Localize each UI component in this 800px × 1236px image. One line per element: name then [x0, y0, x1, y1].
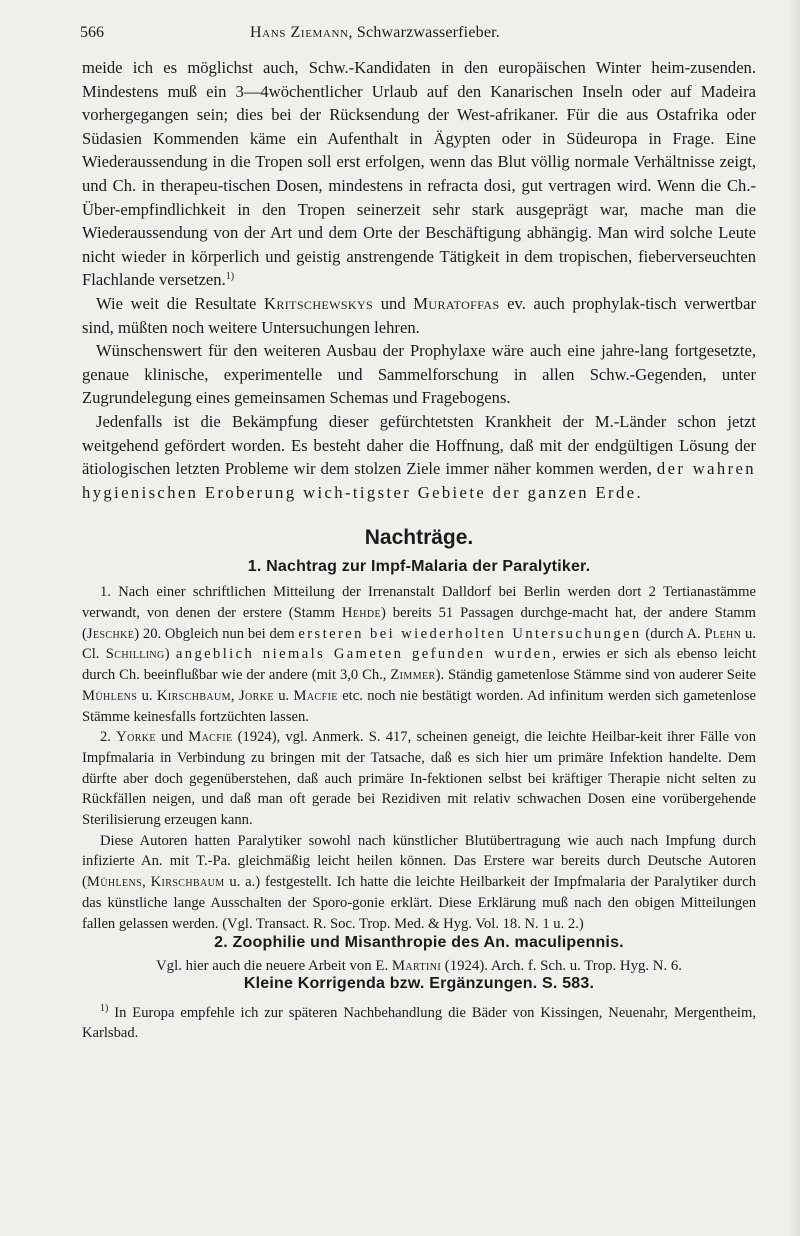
s1p3-a: Diese Autoren hatten Paralytiker sowohl nach künstlicher Blutübertragung wie auch nach Impfung durch infizierte An. mit T.-Pa. gleichmäßig leicht heilen können. Das Erstere war bereits durch Deutsche Autoren ( [82, 832, 756, 891]
author-name-muratoffa: Muratoffas [413, 293, 500, 313]
section-1-paragraph-3 [82, 831, 756, 935]
name-macfie-2: Macfie [188, 729, 233, 746]
paragraph-4 [82, 410, 756, 504]
footnote [82, 1003, 756, 1043]
paragraph-1 [82, 56, 756, 292]
page-edge-shadow [788, 0, 800, 1236]
p2-text-a: Wie weit die Resultate [96, 293, 264, 313]
s1p1-j: , [230, 687, 239, 704]
section-1-paragraph-2 [82, 727, 756, 831]
s1p1-f: ) [164, 646, 176, 663]
name-hehde: Hehde [341, 604, 382, 621]
p4-text-end: . [636, 482, 641, 502]
paragraph-2 [82, 292, 756, 339]
main-text [82, 56, 756, 504]
s1p3-c: u. a.) festgestellt. Ich hatte die leichte Heilbarkeit der Impfmalaria der Paralytiker durch das künstliche lange Ausschalten der Sporo-gonie erklärt. Diese Erklärung muß nach den obigen Mitteilungen fallen gelassen werden. (Vgl. Transact. R. Soc. Trop. Med. & Hyg. Vol. 18. N. 1 u. 2.) [82, 874, 757, 932]
paragraph-3 [82, 339, 756, 410]
running-head-title: , Schwarzwasserfieber. [348, 24, 500, 41]
s1p2-a: 2. [100, 729, 117, 746]
page-number: 566 [80, 24, 104, 41]
s1p1-c: ) 20. Obgleich nun bei dem [134, 625, 299, 642]
subheading-1: 1. Nachtrag zur Impf-Malaria der Paralytiker. [247, 558, 591, 576]
p2-text-c: ev. auch prophylak-tisch verwertbar sind, müßten noch weitere Untersuchungen lehren. [82, 293, 756, 337]
name-plehn: Plehn [704, 625, 742, 642]
p4-spaced-emphasis: der wahren hygienischen Eroberung wich-tigster Gebiete der ganzen Erde [82, 459, 756, 502]
subheading-3: Kleine Korrigenda bzw. Ergänzungen. S. 583. [243, 975, 595, 993]
p4-text-a: Jedenfalls ist die Bekämpfung dieser gefürchtetsten Krankheit der M.-Länder schon jetzt weitgehend gefördert worden. Es besteht daher die Hoffnung, daß mit der endgültigen Lösung der ätiologischen letzten Probleme wir dem stolzen Ziele immer näher kommen werden, [82, 411, 756, 479]
s1p1-b: ) bereits 51 Passagen durchge-macht hat, der andere Stamm ( [82, 604, 756, 642]
footnote-text: In Europa empfehle ich zur späteren Nachbehandlung die Bäder von Kissingen, Neuenahr, Mergentheim, Karlsbad. [82, 1005, 756, 1042]
s1p1-k: u. [273, 687, 294, 704]
section-2-text [82, 958, 756, 975]
footnote-reference [226, 271, 234, 282]
name-martini: Martini [391, 958, 442, 975]
footnote-ref-paren: ) [230, 271, 235, 283]
s1p1-l: etc. noch nie bestätigt worden. Ad infinitum werden sich gametenlose Stämme keinesfalls fortzüchten lassen. [82, 687, 756, 725]
s1p2-c: (1924), vgl. Anmerk. S. 417, scheinen geneigt, die leichte Heilbar-keit ihrer Fälle von Impfmalaria in Verbindung zu bringen mit der Tatsache, daß es sich hier um primäre Infektion handelte. Dem dürfte aber doch gegenüberstehen, daß auch primäre In-fektionen selbst bei kräftiger Therapie nicht selten zu Rückfällen neigen, und daß man oft gerade bei Rezidiven mit relativ schwachen Dosen eine vorübergehende Sterilisierung erzeugen kann. [82, 729, 757, 829]
footnote-ref-number: 1 [225, 271, 231, 283]
s2-a: Vgl. hier auch die neuere Arbeit von E. [156, 958, 392, 975]
s1p1-e: u. Cl. [82, 625, 756, 663]
subheading-2: 2. Zoophilie und Misanthropie des An. maculipennis. [214, 934, 624, 952]
s1p1-h: ). Ständig gametenlose Stämme sind von auderer Seite [435, 667, 756, 684]
running-head-author: Hans Ziemann [250, 24, 349, 41]
running-head [250, 24, 500, 42]
section-heading-nachtraege: Nachträge. [364, 526, 474, 550]
s1p1-i: u. [137, 687, 157, 704]
name-jeschke: Jeschke [86, 625, 135, 642]
s2-b: (1924). Arch. f. Sch. u. Trop. Hyg. N. 6. [441, 958, 682, 975]
author-name-kritschewsky: Kritschewskys [263, 293, 374, 313]
s1p3-b: , [142, 874, 151, 891]
s1p2-b: und [155, 729, 189, 746]
s1p1-a: 1. Nach einer schriftlichen Mitteilung der Irrenanstalt Dalldorf bei Berlin werden dort 2 Tertianastämme verwandt, von denen der erstere (Stamm [82, 584, 756, 621]
name-zimmer: Zimmer [390, 667, 436, 684]
name-schilling: Schilling [105, 646, 165, 663]
s1p1-spaced-2: angeblich niemals Gameten gefunden wurden [175, 646, 553, 663]
name-yorke: Yorke [116, 729, 156, 746]
s1p1-d: (durch A. [641, 625, 705, 642]
p3-text: Wünschenswert für den weiteren Ausbau der Prophylaxe wäre auch eine jahre-lang fortgesetzte, genaue klinische, experimentelle und Sammelforschung in allen Schw.-Gegenden, unter Zugrundelegung eines gemeinsamen Schemas und Fragebogens. [82, 341, 756, 408]
s1p1-spaced-1: ersteren bei wiederholten Untersuchungen [298, 625, 642, 642]
name-macfie: Macfie [293, 687, 338, 704]
name-muehlens: Mühlens [82, 687, 138, 704]
p2-text-b: und [373, 293, 414, 313]
name-muehlens-2: Mühlens [86, 874, 143, 891]
name-kirschbaum: Kirschbaum [156, 687, 231, 704]
section-1-paragraph-1 [82, 582, 756, 727]
name-kirschbaum-2: Kirschbaum [150, 874, 225, 891]
paragraph-1-text: meide ich es möglichst auch, Schw.-Kandidaten in den europäischen Winter heim-zusenden. Mindestens muß ein 3—4wöchentlicher Urlaub auf den Kanarischen Inseln oder auf Madeira vorhergegangen sein; dies bei der Rücksendung der West-afrikaner. Für die aus Ostafrika oder Südasien Kommenden käme ein Aufenthalt in Ägypten oder in Südeuropa in Frage. Eine Wiederaussendung in die Tropen soll erst erfolgen, wenn das Blut völlig normale Verhältnisse zeigt, und Ch. in therapeu-tischen Dosen, mindestens in refracta dosi, gut vertragen wird. Wenn die Ch.-Über-empfindlichkeit in den Tropen seinerzeit sehr stark ausgeprägt war, mache man die Wiederaussendung von der Art und dem Orte der Beschäftigung abhängig. Man wird solche Leute nicht wieder in körperlich und geistig anstrengende Tätigkeit in dem tropischen, fieberverseuchten Flachlande versetzen. [82, 58, 756, 290]
footnote-marker-number: 1 [100, 1003, 105, 1015]
section-1-text [82, 582, 756, 934]
page-header [82, 24, 756, 42]
s1p1-g: , erwies er sich als ebenso leicht durch Ch. beeinflußbar wie der andere (mit 3,0 Ch., [82, 646, 756, 684]
name-jorke: Jorke [238, 687, 274, 704]
footnote-marker-paren: ) [105, 1003, 109, 1015]
